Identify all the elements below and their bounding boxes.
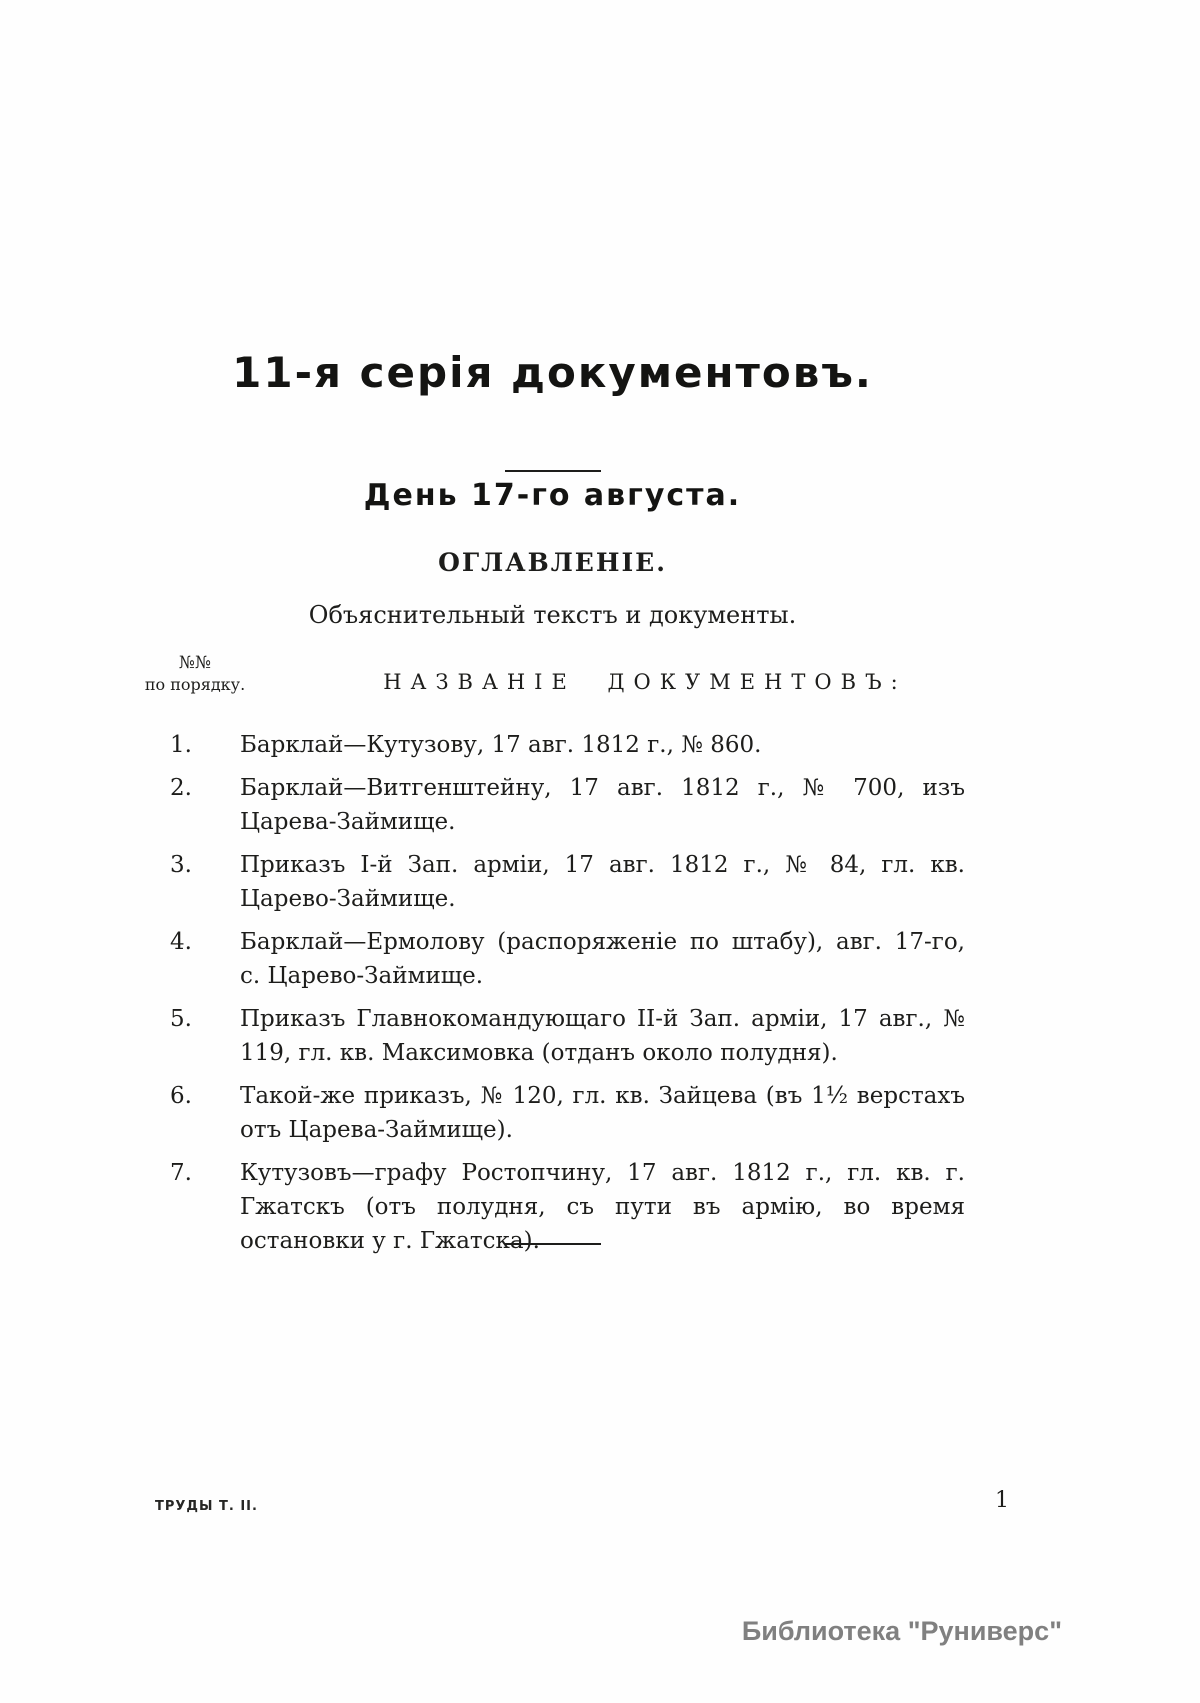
toc-item bbox=[140, 1002, 965, 1070]
page-number: 1 bbox=[995, 1488, 1009, 1513]
toc-item-number: 3. bbox=[170, 852, 192, 878]
toc-item-number: 5. bbox=[170, 1006, 192, 1032]
print-signature: ТРУДЫ Т. II. bbox=[155, 1499, 258, 1514]
toc-item-title: Приказъ Главнокомандующаго II-й Зап. арміи, 17 авг., № 119, гл. кв. Максимовка (отданъ около полудня). bbox=[240, 1006, 965, 1066]
divider-rule-top bbox=[505, 470, 601, 472]
titles-column-header: НАЗВАНІЕ ДОКУМЕНТОВЪ: bbox=[383, 670, 907, 694]
toc-item-title: Кутузовъ—графу Ростопчину, 17 авг. 1812 г., гл. кв. г. Гжатскъ (отъ полудня, съ пути въ армію, во время остановки у г. Гжатска). bbox=[240, 1160, 965, 1254]
toc-item bbox=[140, 728, 965, 762]
toc-item bbox=[140, 925, 965, 993]
toc-list bbox=[140, 728, 965, 1267]
divider-rule-bottom bbox=[505, 1243, 601, 1245]
toc-heading: ОГЛАВЛЕНІЕ. bbox=[438, 548, 667, 577]
toc-column-headers bbox=[140, 650, 965, 710]
toc-item-title: Барклай—Кутузову, 17 авг. 1812 г., № 860. bbox=[240, 732, 762, 758]
number-column-header-line1: №№ bbox=[178, 653, 212, 673]
toc-item bbox=[140, 771, 965, 839]
toc-item-number: 1. bbox=[170, 732, 192, 758]
library-watermark: Библиотека "Руниверс" bbox=[741, 1616, 1062, 1646]
toc-item-number: 4. bbox=[170, 929, 192, 955]
toc-item-title: Такой-же приказъ, № 120, гл. кв. Зайцева (въ 1½ верстахъ отъ Царева-Займище). bbox=[240, 1083, 965, 1143]
number-column-header-line2: по порядку. bbox=[144, 675, 246, 694]
series-title: 11-я серія документовъ. bbox=[232, 348, 873, 397]
toc-item-number: 2. bbox=[170, 775, 192, 801]
toc-item-title: Приказъ I-й Зап. арміи, 17 авг. 1812 г., № 84, гл. кв. Царево-Займище. bbox=[240, 852, 965, 912]
toc-item bbox=[140, 848, 965, 916]
toc-item bbox=[140, 1079, 965, 1147]
toc-subtitle: Объяснительный текстъ и документы. bbox=[308, 601, 797, 629]
toc-item-number: 7. bbox=[170, 1160, 192, 1186]
toc-item-title: Барклай—Ермолову (распоряженіе по штабу), авг. 17-го, с. Царево-Займище. bbox=[240, 929, 965, 989]
number-column-header bbox=[140, 652, 250, 696]
toc-item-title: Барклай—Витгенштейну, 17 авг. 1812 г., № 700, изъ Царева-Займище. bbox=[240, 775, 965, 835]
day-heading: День 17-го августа. bbox=[363, 478, 742, 513]
toc-item-number: 6. bbox=[170, 1083, 192, 1109]
